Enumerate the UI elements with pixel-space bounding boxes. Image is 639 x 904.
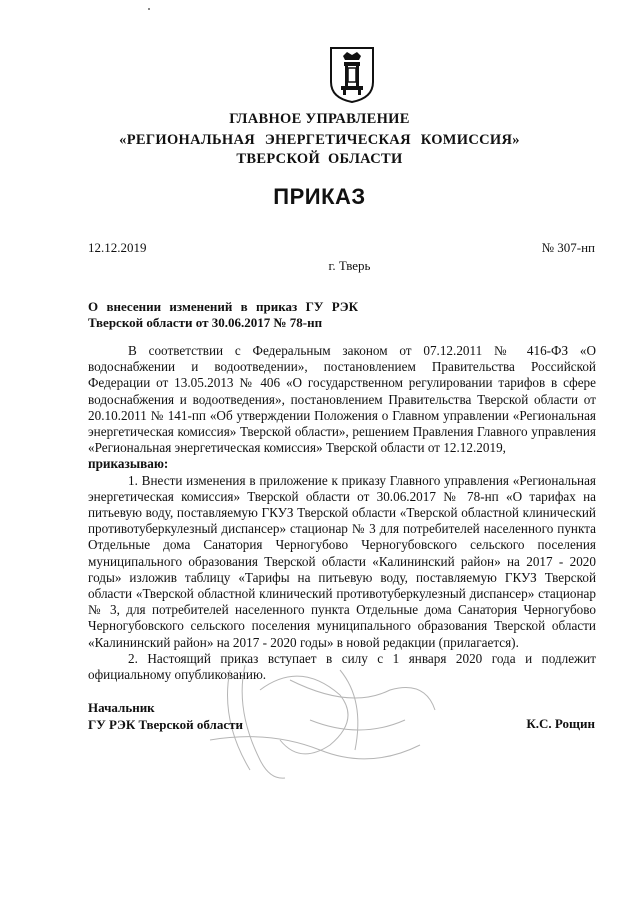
order-item-2: 2. Настоящий приказ вступает в силу с 1 января 2020 года и подлежит официальному опубликованию. [88,650,596,683]
subject-line-1: О внесении изменений в приказ ГУ РЭК [88,299,358,314]
document-date: 12.12.2019 [88,240,147,255]
signatory-title [88,699,243,733]
document-number: № 307-нп [541,240,595,255]
header-line-3: ТВЕРСКОЙ ОБЛАСТИ [236,151,403,167]
order-word: приказываю: [88,456,169,472]
subject-line-2: Тверской области от 30.06.2017 № 78-нп [88,315,323,330]
tver-coat-of-arms-icon [329,46,375,104]
signatory-title-line-1: Начальник [88,700,155,715]
header-line-1: ГЛАВНОЕ УПРАВЛЕНИЕ [229,111,410,127]
order-item-1: 1. Внести изменения в приложение к приказу Главного управления «Региональная энергетическая комиссия» Тверской области от 30.06.2017 № 78-нп «О тарифах на питьевую воду, поставляемую ГКУЗ Тверской области «Тверской областной клинический противотуберкулезный диспансер» стационар № 3 для потребителей населенного пункта Отдельные дома Санатория Черногубово Черногубовского сельского поселения муниципального образования Тверской области «Калининский район» на 2017 - 2020 годы» изложив таблицу «Тарифы на питьевую воду, поставляемую ГКУЗ Тверской области «Тверской областной клинический противотуберкулезный диспансер» стационар № 3, для потребителей населенного пункта Отдельные дома Санатория Черногубово Черногубовского сельского поселения муниципального образования Тверской области «Калининский район» на 2017 - 2020 годы» в новой редакции (прилагается). [88,472,596,650]
preamble-paragraph: В соответствии с Федеральным законом от 07.12.2011 № 416-ФЗ «О водоснабжении и водоотведении», постановлением Правительства Российской Федерации от 13.05.2013 № 406 «О государственном регулировании тарифов в сфере водоснабжения и водоотведения», постановлением Правительства Тверской области от 20.10.2011 № 141-пп «Об утверждении Положения о Главном управлении «Региональная энергетическая комиссия» Тверской области», решением Правления Главного управления «Региональная энергетическая комиссия» Тверской области от 12.12.2019, [88,343,596,456]
signatory-title-line-2: ГУ РЭК Тверской области [88,717,243,732]
signatory-name: К.С. Рощин [526,716,595,731]
scan-speck [148,8,150,10]
document-city: г. Тверь [328,258,371,273]
document-subject [88,299,358,331]
document-body [88,343,596,683]
document-type-title: ПРИКАЗ [273,184,366,209]
header-line-2: «РЕГИОНАЛЬНАЯ ЭНЕРГЕТИЧЕСКАЯ КОМИССИЯ» [119,132,520,148]
